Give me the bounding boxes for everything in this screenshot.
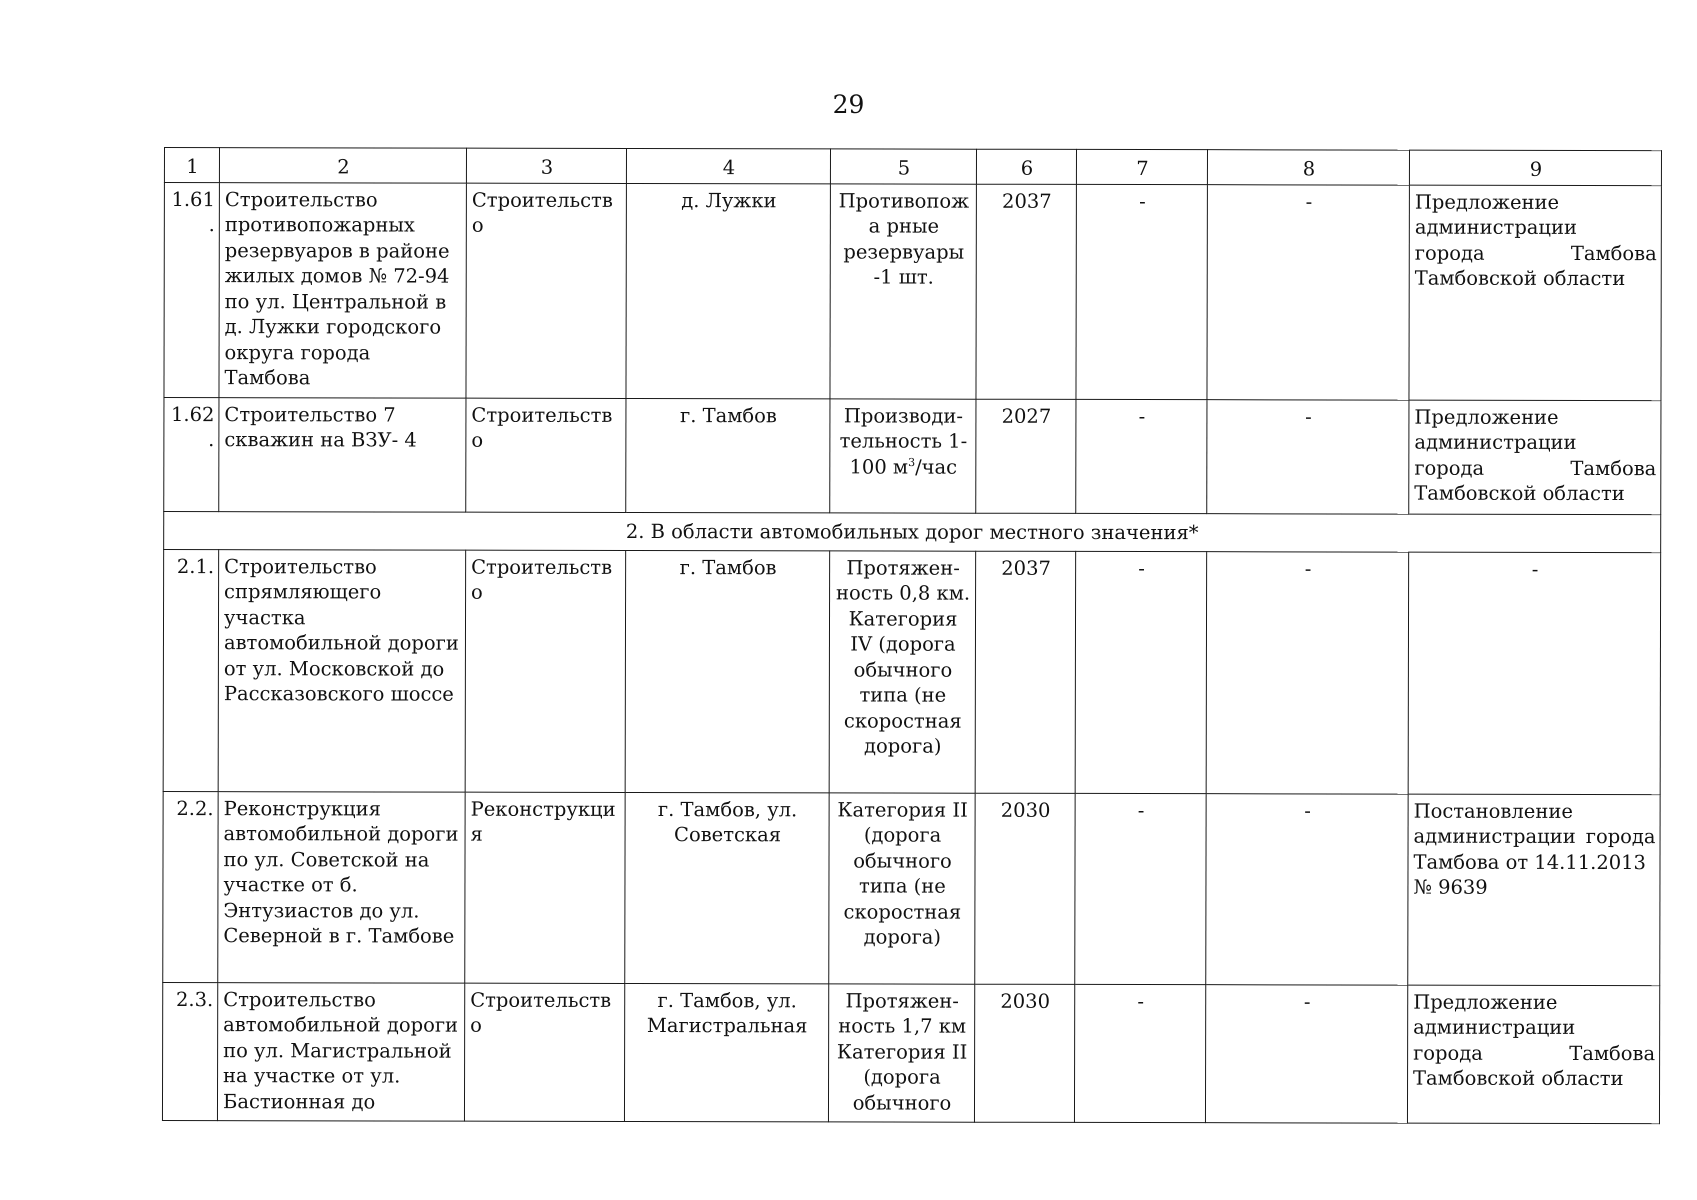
parameters: Категория II (дорога обычного типа (не скоростная дорога) [829,792,975,983]
year: 2030 [974,984,1074,1123]
location: г. Тамбов [626,398,830,512]
basis-line: Предложение администрации [1414,190,1578,239]
basis-line: Тамбовской области [1414,266,1626,291]
header-cell: 6 [976,149,1076,184]
header-cell: 3 [466,148,626,183]
section-title: 2. В области автомобильных дорог местного значения* [164,511,1661,552]
col7-value: - [1076,399,1207,513]
col8-value: - [1207,399,1409,513]
basis-line [1414,824,1656,850]
basis [1408,794,1660,986]
basis-word: Тамбова [1570,241,1657,265]
parameters [830,398,976,512]
table-row [163,791,1660,985]
table-row [163,549,1661,794]
header-cell: 8 [1207,150,1409,185]
year: 2037 [976,184,1076,399]
header-cell: 4 [626,148,830,183]
header-cell: 7 [1076,149,1207,184]
row-number: 2.3. [162,982,217,1121]
row-number: 1.61. [164,182,219,397]
object-name: Строительство автомобильной дороги по ул. Магистральной на участке от ул. Бастионная до [217,982,464,1121]
basis-line: Постановление [1413,799,1573,823]
location: д. Лужки [626,183,830,398]
basis-word: города [1413,1041,1483,1065]
header-cell: 5 [830,149,976,184]
object-name: Реконструкция автомобильной дороги по ул. Советской на участке от б. Энтузиастов до ул. Северной в г. Тамбове [218,791,465,983]
parameters-unit: /час [915,455,958,479]
basis [1407,985,1659,1124]
basis [1409,400,1661,515]
basis: - [1408,552,1661,795]
basis [1409,185,1661,401]
basis-line [1413,1040,1655,1066]
basis-line: Тамбовской области [1414,481,1625,506]
col7-value: - [1075,793,1206,984]
basis-line: Тамбова от 14.11.2013 № 9639 [1413,850,1646,899]
object-name: Строительство спрямляющего участка автомобильной дороги от ул. Московской до Рассказовского шоссе [218,549,466,792]
basis-word: администрации [1413,824,1576,848]
year: 2037 [975,551,1076,793]
page-number: 29 [832,90,865,119]
col7-value: - [1074,984,1205,1123]
table-header-row [164,148,1661,186]
work-type: Строительство [464,983,624,1122]
col8-value: - [1207,184,1409,399]
basis-line: Предложение администрации [1414,405,1577,454]
basis-line [1415,240,1657,266]
basis-line: Тамбовской области [1413,1066,1624,1091]
parameters: Протяжен-ность 0,8 км. Категория IV (дорога обычного типа (не скоростная дорога) [829,550,976,792]
table-row [164,182,1661,400]
col8-value: - [1206,793,1408,984]
basis-word: города [1414,456,1485,480]
work-type: Строительство [466,398,626,512]
basis-word: города [1414,241,1485,265]
year: 2030 [975,793,1075,984]
year: 2027 [976,399,1076,513]
row-number: 2.2. [163,791,218,982]
object-name: Строительство противопожарных резервуаров в районе жилых домов № 72-94 по ул. Центральной в д. Лужки городского округа города Тамбова [219,182,466,398]
col7-value: - [1076,184,1207,399]
basis-word: Тамбова [1570,456,1657,480]
header-cell: 9 [1409,150,1661,185]
row-number: 2.1. [163,549,219,791]
section-row [164,511,1661,552]
document-table [162,147,1662,1124]
header-cell: 1 [164,148,219,183]
basis-word: Тамбова [1569,1041,1656,1065]
parameters: Протяжен-ность 1,7 км Категория II (дорога обычного [828,983,974,1122]
header-cell: 2 [219,148,466,183]
parameters: Противопожа рные резервуары -1 шт. [830,183,976,398]
work-type: Строительство [465,550,626,792]
basis-line: Предложение администрации [1413,990,1576,1039]
location: г. Тамбов, ул. Магистральная [624,983,828,1122]
location: г. Тамбов, ул. Советская [625,792,829,983]
row-number: 1.62. [164,397,219,511]
basis-line [1414,455,1656,481]
basis-word: города [1585,824,1656,849]
location: г. Тамбов [625,550,830,792]
work-type: Реконструкция [465,792,625,983]
table-row [162,982,1659,1124]
table-row [164,397,1661,514]
object-name: Строительство 7 скважин на ВЗУ- 4 [219,397,466,512]
col8-value: - [1206,551,1409,793]
parameters-superscript: 3 [908,455,916,469]
col8-value: - [1205,984,1407,1123]
col7-value: - [1075,551,1207,793]
work-type: Строительство [466,183,626,398]
parameters-text: Производи-тельность 1-100 м [839,403,968,479]
